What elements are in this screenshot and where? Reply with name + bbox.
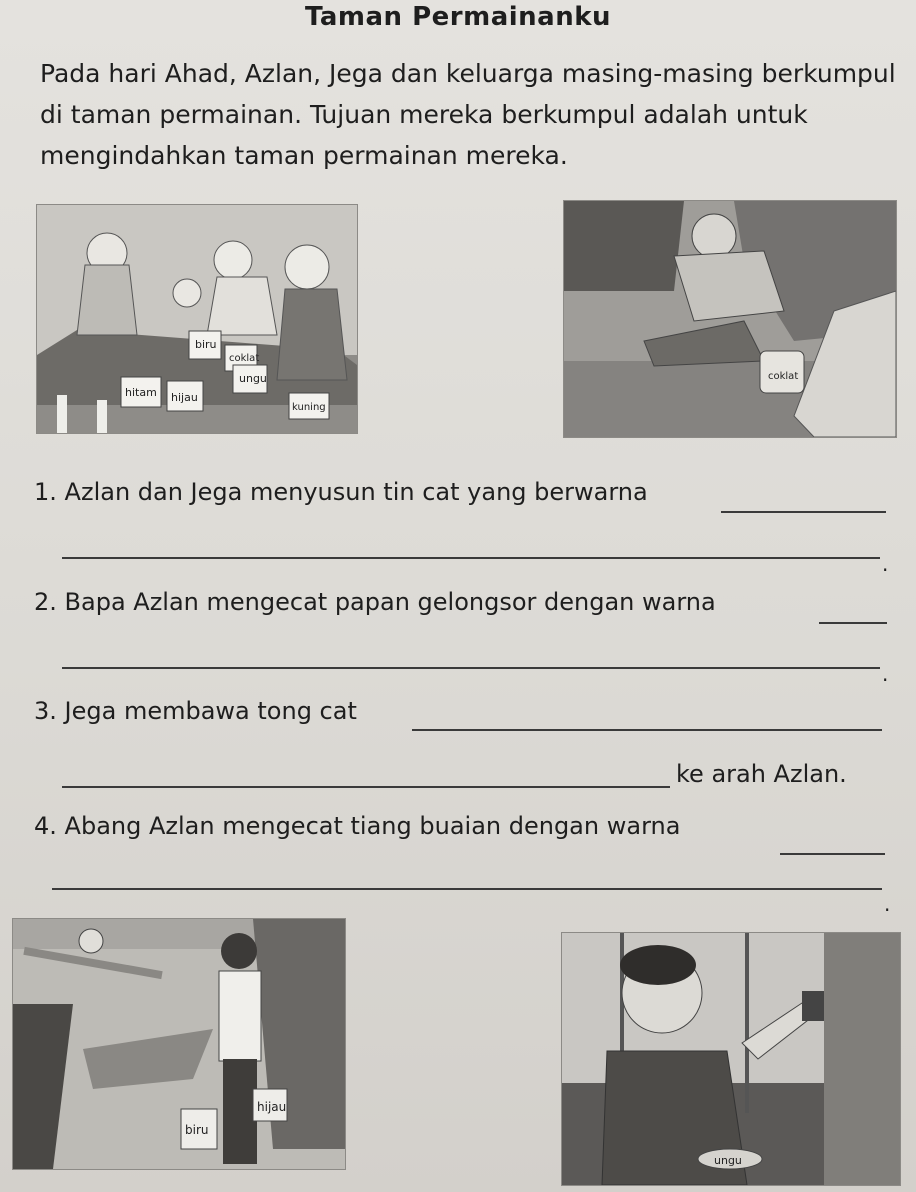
tin-label-hijau-2: hijau <box>257 1100 287 1114</box>
picture-painting-slide <box>563 200 897 438</box>
question-3 <box>34 697 357 725</box>
question-3-number: 3. <box>34 697 57 725</box>
question-1 <box>34 478 648 506</box>
question-2 <box>34 588 716 616</box>
answer-2-line-b[interactable] <box>62 667 880 669</box>
answer-1-period: . <box>882 552 889 576</box>
question-3-text: Jega membawa tong cat <box>64 697 357 725</box>
answer-1-line-a[interactable] <box>721 511 886 513</box>
answer-2-line-a[interactable] <box>819 622 887 624</box>
answer-3-line-b[interactable] <box>62 786 670 788</box>
tin-label-ungu: ungu <box>239 372 267 385</box>
question-4-number: 4. <box>34 812 57 840</box>
question-1-text: Azlan dan Jega menyusun tin cat yang berwarna <box>64 478 648 506</box>
question-2-number: 2. <box>34 588 57 616</box>
worksheet-title: Taman Permainanku <box>304 2 612 32</box>
picture-carrying-tins <box>12 918 346 1170</box>
question-1-number: 1. <box>34 478 57 506</box>
question-3-tail: ke arah Azlan. <box>676 760 847 788</box>
tin-label-hijau: hijau <box>171 391 198 404</box>
tin-label-hitam: hitam <box>125 386 157 399</box>
tin-label-kuning: kuning <box>292 402 326 413</box>
picture-painting-swing <box>561 932 901 1186</box>
answer-3-line-a[interactable] <box>412 729 882 731</box>
tin-label-biru-2: biru <box>185 1123 209 1137</box>
answer-2-period: . <box>882 662 889 686</box>
question-4 <box>34 812 680 840</box>
question-2-text: Bapa Azlan mengecat papan gelongsor dengan warna <box>64 588 716 616</box>
answer-4-period: . <box>884 892 891 916</box>
picture-paint-tins <box>36 204 358 434</box>
intro-paragraph: Pada hari Ahad, Azlan, Jega dan keluarga masing-masing berkumpul di taman permainan. Tujuan mereka berkumpul adalah untuk mengindahkan taman permainan mereka. <box>40 59 896 170</box>
answer-4-line-a[interactable] <box>780 853 885 855</box>
tin-label-biru: biru <box>195 338 217 351</box>
tin-label-coklat-2: coklat <box>768 371 799 382</box>
tin-label-ungu-2: ungu <box>714 1154 742 1167</box>
answer-1-line-b[interactable] <box>62 557 880 559</box>
tin-label-coklat: coklat <box>229 353 260 364</box>
question-4-text: Abang Azlan mengecat tiang buaian dengan warna <box>64 812 681 840</box>
answer-4-line-b[interactable] <box>52 888 882 890</box>
